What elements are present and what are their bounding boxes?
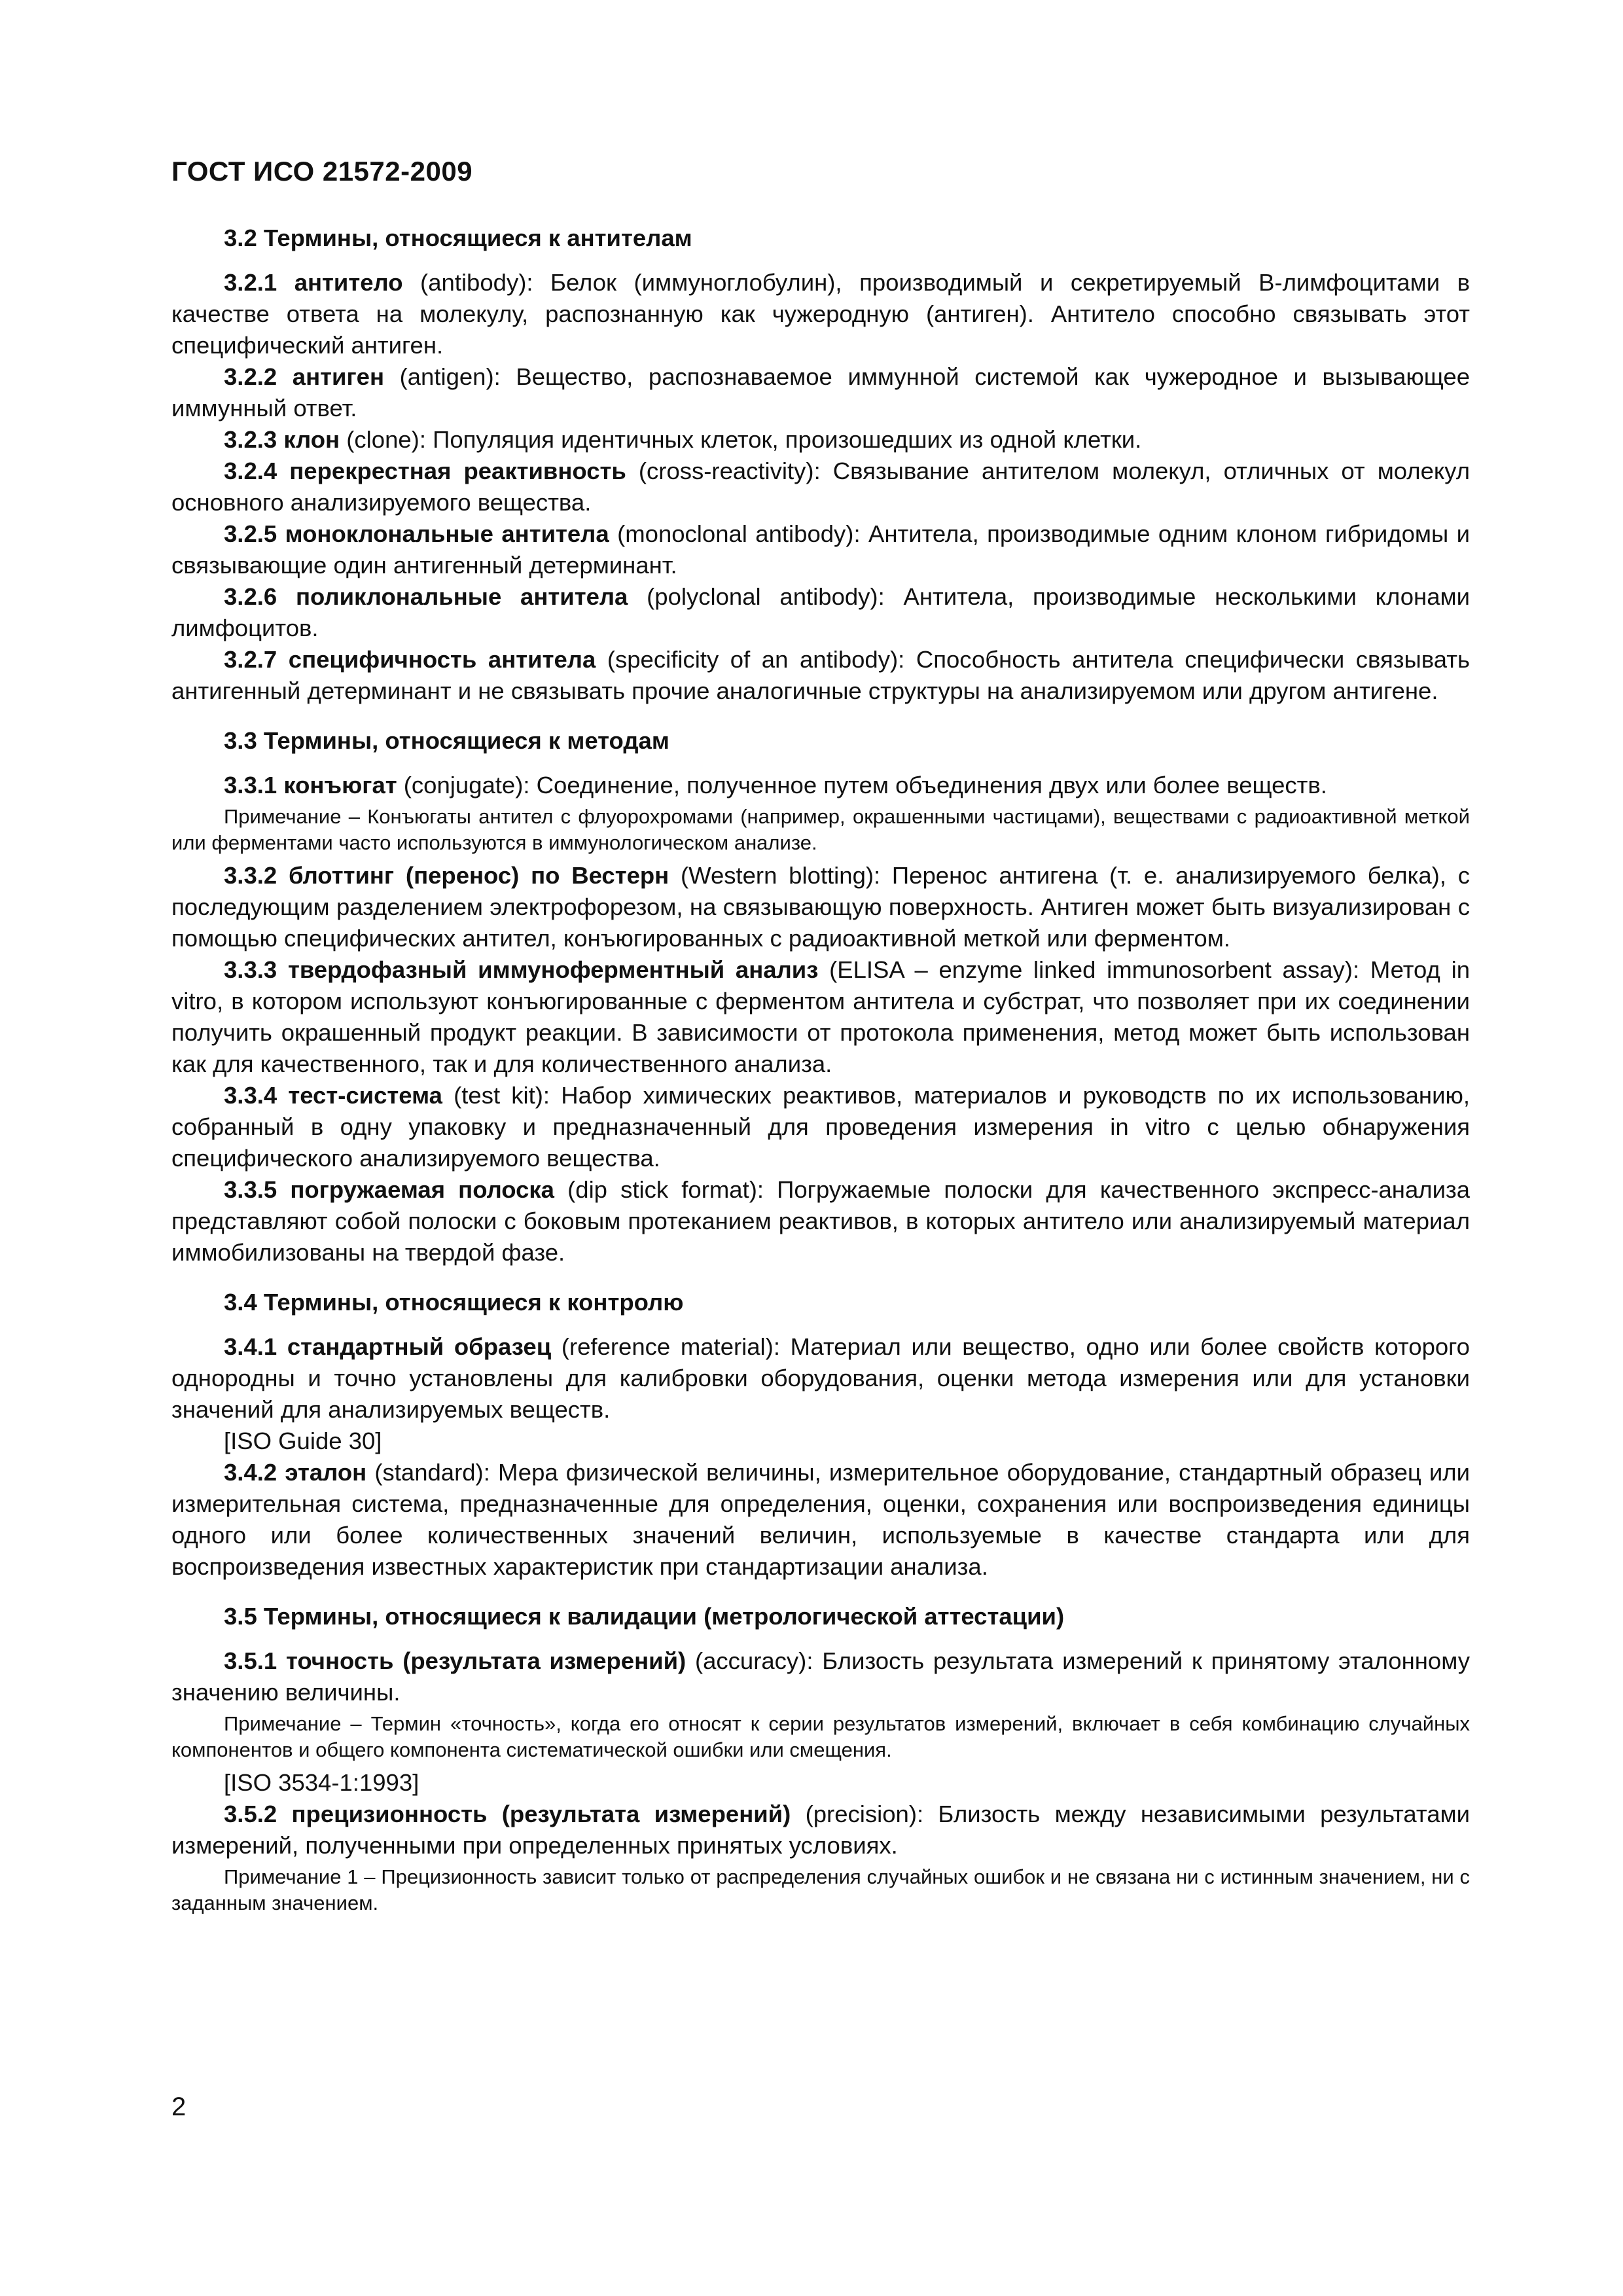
reference: [ISO Guide 30] <box>224 1427 382 1454</box>
term-entry: 3.5.1 точность (результата измерений) (accuracy): Близость результата измерений к принятому эталонному значению величины. <box>171 1647 1470 1706</box>
note: Примечание – Конъюгаты антител с флуорохромами (например, окрашенными частицами), веществами с радиоактивной меткой или ферментами часто используются в иммунологическом анализе. <box>171 805 1470 854</box>
term-entry: 3.4.2 эталон (standard): Мера физической величины, измерительное оборудование, стандартный образец или измерительная система, предназначенные для определения, оценки, сохранения или воспроизведения единицы одного или более количественных значений величин, используемые в качестве стандарта или для воспроизведения известных характеристик при стандартизации анализа. <box>171 1459 1470 1580</box>
term-entry: 3.4.1 стандартный образец (reference material): Материал или вещество, одно или более свойств которого однородны и точно установлены для калибровки оборудования, оценки метода измерения или для установки значений для анализируемых веществ. <box>171 1333 1470 1423</box>
section-3-3 <box>171 725 1470 1268</box>
term-entry: 3.2.6 поликлональные антитела (polyclonal antibody): Антитела, производимые несколькими клонами лимфоцитов. <box>171 583 1470 641</box>
note: Примечание 1 – Прецизионность зависит только от распределения случайных ошибок и не связана ни с истинным значением, ни с заданным значением. <box>171 1865 1470 1914</box>
term-entry: 3.2.2 антиген (antigen): Вещество, распознаваемое иммунной системой как чужеродное и вызывающее иммунный ответ. <box>171 363 1470 422</box>
section-title: 3.5 Термины, относящиеся к валидации (метрологической аттестации) <box>224 1603 1065 1630</box>
term-entry: 3.2.3 клон (clone): Популяция идентичных клеток, произошедших из одной клетки. <box>224 426 1142 453</box>
section-title: 3.4 Термины, относящиеся к контролю <box>224 1289 684 1316</box>
term-entry: 3.2.1 антитело (antibody): Белок (иммуноглобулин), производимый и секретируемый В-лимфоцитами в качестве ответа на молекулу, распознанную как чужеродную (антиген). Антитело способно связывать этот специфический антиген. <box>171 269 1470 359</box>
term-entry: 3.2.4 перекрестная реактивность (cross-reactivity): Связывание антителом молекул, отличных от молекул основного анализируемого вещества. <box>171 457 1471 516</box>
document-code: ГОСТ ИСО 21572-2009 <box>171 156 473 187</box>
section-3-2 <box>171 223 1470 707</box>
section-title: 3.2 Термины, относящиеся к антителам <box>224 224 692 251</box>
section-3-4 <box>171 1287 1470 1583</box>
term-entry: 3.2.7 специфичность антитела (specificity of an antibody): Способность антитела специфически связывать антигенный детерминант и не связывать прочие аналогичные структуры на анализируемом или другом антигене. <box>171 646 1470 704</box>
term-entry: 3.5.2 прецизионность (результата измерений) (precision): Близость между независимыми результатами измерений, полученными при определенных принятых условиях. <box>171 1801 1470 1859</box>
section-3-5 <box>171 1601 1470 1916</box>
note: Примечание – Термин «точность», когда его относят к серии результатов измерений, включает в себя комбинацию случайных компонентов и общего компонента систематической ошибки или смещения. <box>171 1712 1470 1761</box>
term-entry: 3.3.4 тест-система (test kit): Набор химических реактивов, материалов и руководств по их использованию, собранный в одну упаковку и предназначенный для проведения измерения in vitro с целью обнаружения специфического анализируемого вещества. <box>171 1082 1470 1172</box>
term-entry: 3.3.2 блоттинг (перенос) по Вестерн (Western blotting): Перенос антигена (т. е. анализируемого белка), с последующим разделением электрофорезом, на связывающую поверхность. Антиген может быть визуализирован с помощью специфических антител, конъюгированных с радиоактивной меткой или ферментом. <box>171 862 1470 952</box>
term-entry: 3.3.5 погружаемая полоска (dip stick format): Погружаемые полоски для качественного экспресс-анализа представляют собой полоски с боковым протеканием реактивов, в которых антитело или анализируемый материал иммобилизованы на твердой фазе. <box>171 1176 1470 1266</box>
page-number: 2 <box>171 2092 187 2121</box>
term-entry: 3.3.3 твердофазный иммуноферментный анализ (ELISA – enzyme linked immunosorbent assay): Метод in vitro, в котором используют конъюгированные с ферментом антитела и субстрат, что позволяет при их соединении получить окрашенный продукт реакции. В зависимости от протокола применения, метод может быть использован как для качественного, так и для количественного анализа. <box>171 956 1470 1077</box>
term-entry: 3.2.5 моноклональные антитела (monoclonal antibody): Антитела, производимые одним клоном гибридомы и связывающие один антигенный детерминант. <box>171 520 1470 579</box>
reference: [ISO 3534-1:1993] <box>224 1769 419 1796</box>
document-body <box>171 223 1470 1920</box>
section-title: 3.3 Термины, относящиеся к методам <box>224 727 669 754</box>
term-entry: 3.3.1 конъюгат (conjugate): Соединение, полученное путем объединения двух или более веществ. <box>224 772 1327 798</box>
